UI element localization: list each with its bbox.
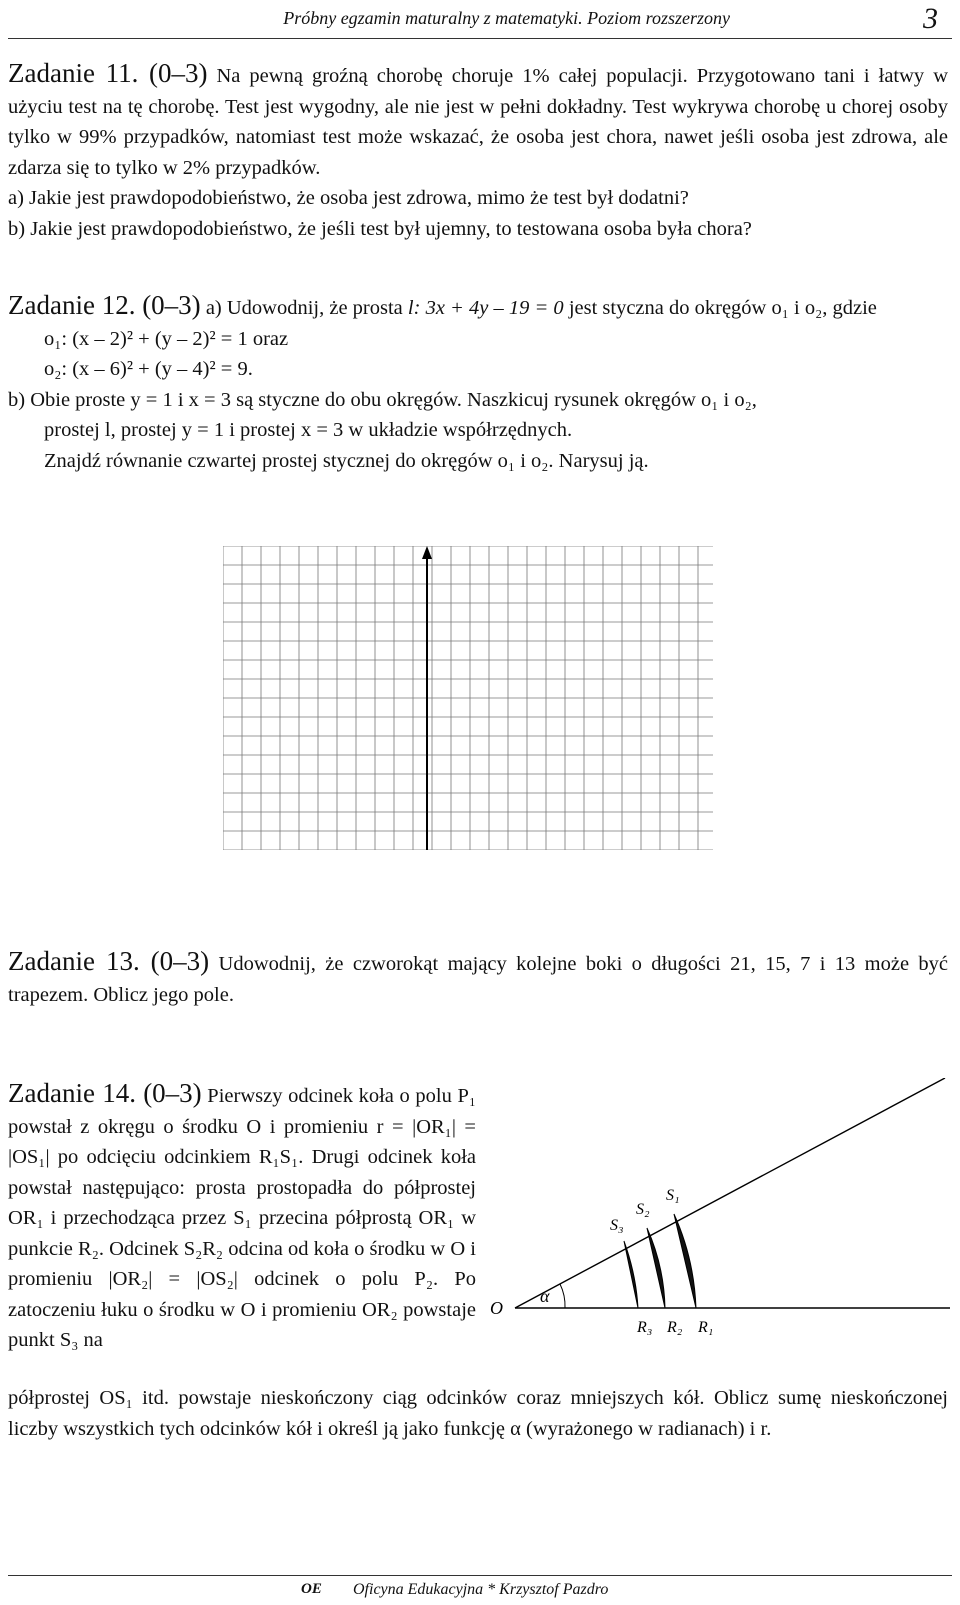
task-12-b-line2: prostej l, prostej y = 1 i prostej x = 3 w układzie współrzędnych. <box>44 419 573 441</box>
circular-segments-figure <box>480 1078 955 1368</box>
task-11 <box>8 58 948 244</box>
label-S1: S₁ <box>666 1187 680 1204</box>
task-12 <box>8 290 948 476</box>
circle-o2-equation: o₂: (x – 6)² + (y – 4)² = 9. <box>44 358 253 380</box>
label-R3: R₃ <box>637 1319 653 1336</box>
publisher-logo: OE <box>301 1581 322 1597</box>
task-14-text2: półprostej OS₁ itd. powstaje nieskończony ciąg odcinków coraz mniejszych kół. Oblicz sumę nieskończonej liczby wszystkich tych odcinków kół i określ ją jako funkcję α (wyrażonego w radianach) i r. <box>8 1387 948 1440</box>
task-12-intro-b: jest styczna do okręgów o₁ i o₂, gdzie <box>568 297 877 319</box>
header-title: Próbny egzamin maturalny z matematyki. Poziom rozszerzony <box>283 8 730 28</box>
task-14-text1: Pierwszy odcinek koła o polu P₁ powstał z okręgu o środku O i promieniu r = |OR₁| = |OS₁| po odcięciu odcinkiem R₁S₁. Drugi odcinek koła powstał następująco: prosta prostopadła do półprostej OR₁ i przechodząca przez S₁ przecina półprostą OR₁ w punkcie R₂. Odcinek S₂R₂ odcina od koła o środku w O i promieniu |OR₂| = |OS₂| odcinek o polu P₂. Po zatoczeniu łuku o środku w O i promieniu OR₂ powstaje punkt S₃ na <box>8 1085 476 1351</box>
task-14-heading: Zadanie 14. (0–3) <box>8 1078 202 1108</box>
task-11-text: Na pewną groźną chorobę choruje 1% całej populacji. Przygotowano tani i łatwy w użyciu test na tę chorobę. Test jest wygodny, ale nie jest w pełni dokładny. Test wykrywa chorobę u chorej osoby tylko w 99% przypadków, natomiast test może wskazać, że osoba jest chora, nawet jeśli osoba jest zdrowa, ale zdarza się to tylko w 2% przypadków. <box>8 65 949 179</box>
task-11-b: b) Jakie jest prawdopodobieństwo, że jeśli test był ujemny, to testowana osoba była chora? <box>8 217 752 240</box>
segment-1 <box>674 1214 696 1308</box>
label-S3: S₃ <box>610 1217 624 1234</box>
angle-alpha-arc <box>560 1284 565 1308</box>
label-O: O <box>490 1298 503 1318</box>
task-13-text: Udowodnij, że czworokąt mający kolejne boki o długości 21, 15, 7 i 13 może być trapezem. Oblicz jego pole. <box>8 953 949 1006</box>
label-alpha: α <box>540 1286 550 1306</box>
task-12-line-l: l: 3x + 4y – 19 = 0 <box>407 297 564 319</box>
label-R1: R₁ <box>698 1319 714 1336</box>
circle-o1-equation: o₁: (x – 2)² + (y – 2)² = 1 oraz <box>44 327 289 350</box>
task-12-intro-a: a) Udowodnij, że prosta <box>205 297 403 319</box>
label-R2: R₂ <box>667 1319 683 1336</box>
task-12-heading: Zadanie 12. (0–3) <box>8 290 201 320</box>
segment-2 <box>647 1228 665 1308</box>
header-rule <box>8 38 952 39</box>
footer-rule <box>8 1575 952 1576</box>
task-12-b-line1: b) Obie proste y = 1 i x = 3 są styczne do obu okręgów. Naszkicuj rysunek okręgów o₁ i o₂, <box>8 388 757 411</box>
page-footer <box>8 1575 952 1598</box>
task-11-heading: Zadanie 11. (0–3) <box>8 58 208 88</box>
publisher-name: Oficyna Edukacyjna * Krzysztof Pazdro <box>353 1581 609 1598</box>
task-12-b-line3: Znajdź równanie czwartej prostej stycznej do okręgów o₁ i o₂. Narysuj ją. <box>44 449 649 472</box>
task-14 <box>8 1078 476 1356</box>
task-14-continued <box>8 1383 948 1444</box>
task-13-heading: Zadanie 13. (0–3) <box>8 946 210 976</box>
page-header <box>0 4 960 34</box>
label-S2: S₂ <box>636 1201 650 1218</box>
segment-3 <box>624 1241 638 1308</box>
y-axis-arrow <box>422 546 432 559</box>
ray-os <box>515 1078 945 1308</box>
task-11-a: a) Jakie jest prawdopodobieństwo, że osoba jest zdrowa, mimo że test był dodatni? <box>8 187 689 209</box>
page-number: 3 <box>923 2 938 35</box>
coordinate-grid <box>223 546 713 850</box>
task-13 <box>8 946 948 1010</box>
